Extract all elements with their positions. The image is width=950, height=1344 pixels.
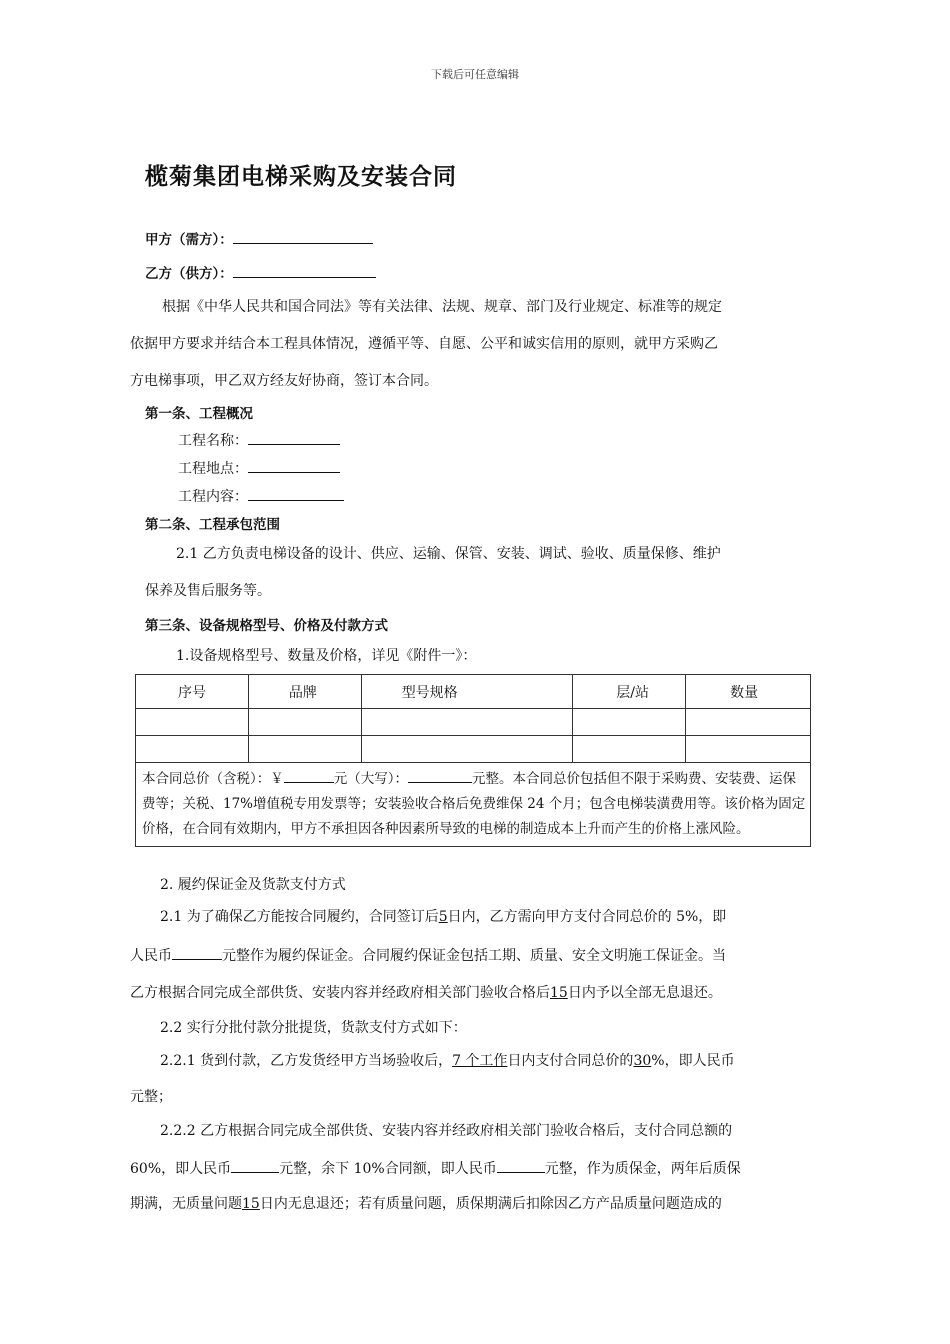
table-cell[interactable] (136, 709, 249, 736)
refund-days: 15 (550, 985, 568, 1001)
contract-total-note: 本合同总价（含税）：￥ 元（大写）： 元整。本合同总价包括但不限于采购费、安装费、运保费等；关税、17%增值税专用发票等；安装验收合格后免费维保 24 个月；包含电梯装潢费用等。该价格为固定价格，在合同有效期内，甲方不承担因各种因素所导致的电梯的制造成本上升而产生的价格上涨风险。 (136, 763, 811, 847)
p21-line-3 (130, 982, 810, 1002)
project-content-blank[interactable] (248, 485, 344, 501)
delivery-days: 7 个工作 (452, 1053, 508, 1069)
p222-text-a: 2.2.2 乙方根据合同完成全部供货、安装内容并经政府相关部门验收合格后，支付合同总额的 (160, 1123, 733, 1139)
p221-text-a: 2.2.1 货到付款，乙方发货经甲方当场验收后， (160, 1053, 453, 1069)
article3-item2: 2. 履约保证金及货款支付方式 (160, 877, 346, 893)
total-price-words-blank[interactable] (408, 767, 472, 783)
table-note-row (136, 763, 811, 847)
table-row (136, 709, 811, 736)
equipment-table (135, 674, 811, 847)
table-cell[interactable] (136, 736, 249, 763)
project-name-blank[interactable] (248, 429, 340, 445)
acceptance-amount-blank[interactable] (231, 1157, 279, 1173)
table-cell[interactable] (686, 709, 811, 736)
p222-text-d: 元整，作为质保金，两年后质保 (544, 1161, 741, 1177)
article2-heading: 第二条、工程承包范围 (145, 517, 280, 533)
article2-line-2: 保养及售后服务等。 (145, 583, 271, 599)
party-b-line (145, 262, 825, 282)
party-a-blank[interactable] (233, 228, 373, 244)
col-header-brand: 品牌 (248, 675, 361, 709)
p21-text-c: 人民币 (130, 948, 172, 964)
deposit-days: 5 (438, 909, 448, 925)
col-header-floors: 层/站 (573, 675, 686, 709)
p21-text-d: 元整作为履约保证金。合同履约保证金包括工期、质量、安全文明施工保证金。当 (222, 948, 726, 964)
intro-line-3: 方电梯事项，甲乙双方经友好协商，签订本合同。 (130, 373, 438, 389)
p21-text-b: 日内，乙方需向甲方支付合同总价的 5%，即 (447, 909, 727, 925)
table-cell[interactable] (361, 709, 573, 736)
p221-line-2 (130, 1086, 810, 1106)
deposit-amount-blank[interactable] (172, 944, 222, 960)
p221-text-b: 日内支付合同总价的 (507, 1053, 634, 1069)
p222-line-1 (160, 1120, 840, 1140)
table-cell[interactable] (248, 736, 361, 763)
p222-text-b: 60%，即人民币 (130, 1161, 232, 1177)
table-row (136, 736, 811, 763)
project-location-line (178, 457, 858, 478)
table-cell[interactable] (686, 736, 811, 763)
party-a-label: 甲方（需方）： (145, 232, 233, 248)
p222-text-c: 元整，余下 10%合同额，即人民币 (279, 1161, 497, 1177)
table-header-row (136, 675, 811, 709)
article1-heading: 第一条、工程概况 (145, 406, 253, 422)
p221-line-1 (160, 1050, 840, 1070)
table-cell[interactable] (573, 736, 686, 763)
article2-line-1: 2.1 乙方负责电梯设备的设计、供应、运输、保管、安装、调试、验收、质量保修、维护 (176, 546, 721, 562)
p222-text-f: 日内无息退还；若有质量问题，质保期满后扣除因乙方产品质量问题造成的 (259, 1196, 722, 1212)
intro-line-2: 依据甲方要求并结合本工程具体情况，遵循平等、自愿、公平和诚实信用的原则，就甲方采购乙 (130, 336, 718, 352)
p21-line-2 (130, 944, 810, 965)
p21-text-e: 乙方根据合同完成全部供货、安装内容并经政府相关部门验收合格后 (130, 985, 550, 1001)
project-content-label: 工程内容： (178, 489, 248, 505)
article3-heading: 第三条、设备规格型号、价格及付款方式 (145, 618, 388, 634)
p21-text-f: 日内予以全部无息退还。 (567, 985, 722, 1001)
table-cell[interactable] (573, 709, 686, 736)
total-price-blank[interactable] (284, 767, 334, 783)
delivery-percent: 30 (633, 1053, 652, 1069)
table-cell[interactable] (248, 709, 361, 736)
p222-line-3 (130, 1193, 810, 1213)
party-b-label: 乙方（供方）： (145, 266, 233, 282)
table-cell[interactable] (361, 736, 573, 763)
p221-text-d: 元整； (130, 1089, 172, 1105)
page-title: 榄菊集团电梯采购及安装合同 (145, 164, 457, 190)
p22-line: 2.2 实行分批付款分批提货，货款支付方式如下： (160, 1020, 467, 1036)
p221-text-c: %，即人民币 (651, 1053, 735, 1069)
project-location-blank[interactable] (248, 457, 340, 473)
col-header-model: 型号规格 (361, 675, 573, 709)
party-a-line (145, 228, 825, 248)
project-content-line (178, 485, 858, 506)
project-location-label: 工程地点： (178, 461, 248, 477)
warranty-refund-days: 15 (242, 1196, 260, 1212)
p21-line-1 (160, 906, 840, 926)
article3-item1: 1.设备规格型号、数量及价格，详见《附件一》： (176, 648, 477, 664)
project-name-line (178, 429, 858, 450)
project-name-label: 工程名称： (178, 433, 248, 449)
intro-line-1: 根据《中华人民共和国合同法》等有关法律、法规、规章、部门及行业规定、标准等的规定 (162, 299, 722, 315)
p222-text-e: 期满，无质量问题 (130, 1196, 242, 1212)
p222-line-2 (130, 1157, 810, 1178)
party-b-blank[interactable] (233, 262, 376, 278)
p21-text-a: 2.1 为了确保乙方能按合同履约，合同签订后 (160, 909, 439, 925)
warranty-amount-blank[interactable] (497, 1157, 545, 1173)
col-header-quantity: 数量 (686, 675, 811, 709)
header-note: 下载后可任意编辑 (431, 68, 519, 81)
col-header-index: 序号 (136, 675, 249, 709)
